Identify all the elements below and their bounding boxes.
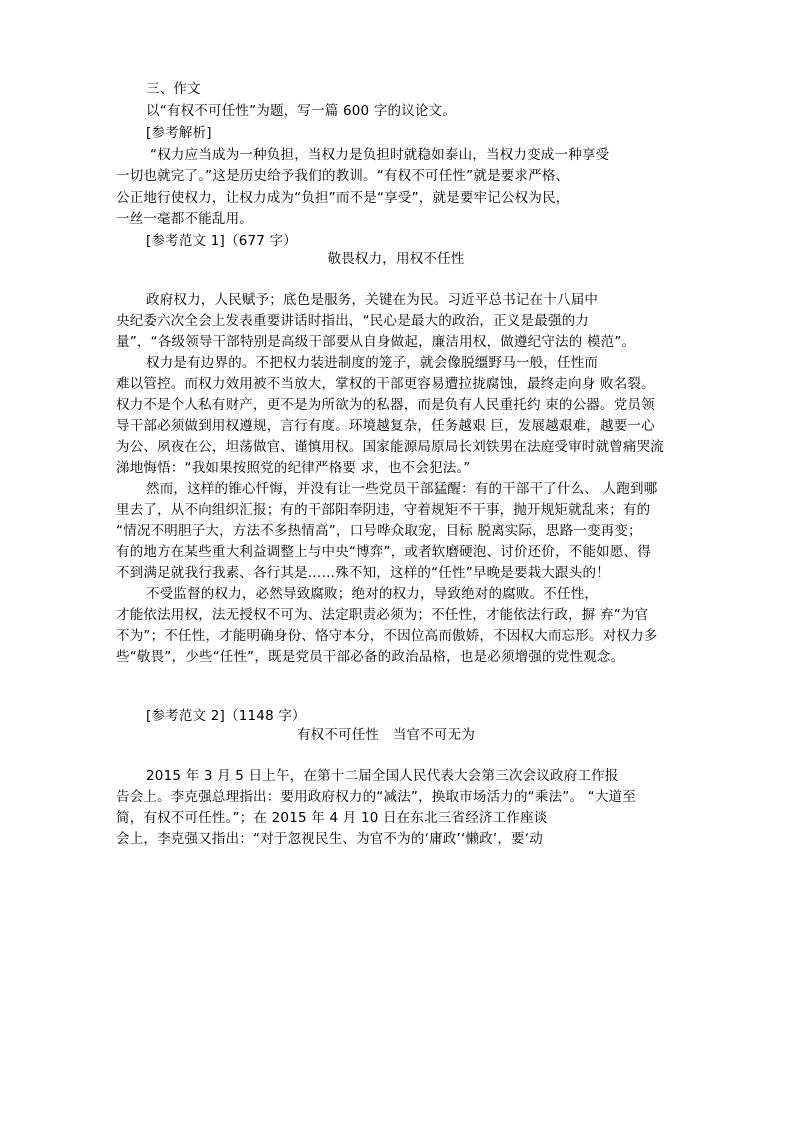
essay1-line: 有的地方在某些重大利益调整上与中央“博弈”，或者软磨硬泡、讨价还价，不能如愿、得 xyxy=(116,544,651,560)
essay1-line: 政府权力，人民赋予；底色是服务，关键在为民。习近平总书记在十八届中 xyxy=(146,292,599,308)
essay1-line: 权力是有边界的。不把权力装进制度的笼子，就会像脱缰野马一般，任性而 xyxy=(146,355,599,371)
analysis-line: 一丝一毫都不能乱用。 xyxy=(116,211,253,227)
essay1-line: 导干部必须做到用权遵规，言行有度。环境越复杂，任务越艰 巨，发展越艰难，越要一心 xyxy=(116,418,655,434)
essay1-line: 里去了，从不向组织汇报；有的干部阳奉阴违，守着规矩不干事，抛开规矩就乱来；有的 xyxy=(116,502,651,518)
essay2-title: 有权不可任性 当官不可无为 xyxy=(296,727,476,743)
essay2-line: 简，有权不可任性。”；在 2015 年 4 月 10 日在东北三省经济工作座谈 xyxy=(116,810,548,826)
essay1-line: “情况不明胆子大，方法不多热情高”，口号哗众取宠，目标 脱离实际，思路一变再变； xyxy=(116,523,642,539)
essay2-label: [参考范文 2]（1148 字） xyxy=(146,708,306,724)
analysis-line: 公正地行使权力，让权力成为“负担”而不是“享受”，就是要牢记公权为民， xyxy=(116,190,570,206)
essay-prompt: 以“有权不可任性”为题，写一篇 600 字的议论文。 xyxy=(146,103,457,119)
essay2-line: 告会上。李克强总理指出：要用政府权力的“减法”，换取市场活力的“乘法”。 “大道至 xyxy=(116,789,636,805)
analysis-line: 一切也就完了。”这是历史给予我们的教训。“有权不可任性”就是要求严格、 xyxy=(116,168,570,184)
essay1-label: [参考范文 1]（677 字） xyxy=(146,233,297,249)
essay1-line: 为公、夙夜在公，坦荡做官、谨慎用权。国家能源局原局长刘铁男在法庭受审时就曾痛哭流 xyxy=(116,439,664,455)
essay1-line: 涕地悔悟：“我如果按照党的纪律严格要 求，也不会犯法。” xyxy=(116,460,471,476)
essay1-title: 敬畏权力，用权不任性 xyxy=(327,251,465,267)
essay1-line: 权力不是个人私有财产，更不是为所欲为的私器，而是负有人民重托约 束的公器。党员领 xyxy=(116,397,655,413)
essay2-line: 2015 年 3 月 5 日上午，在第十二届全国人民代表大会第三次会议政府工作报 xyxy=(146,768,619,784)
essay1-line: 不为”；不任性，才能明确身份、恪守本分，不因位高而傲娇，不因权大而忘形。对权力多 xyxy=(116,628,658,644)
essay1-line: 不受监督的权力，必然导致腐败；绝对的权力，导致绝对的腐败。不任性， xyxy=(146,586,599,602)
analysis-label: [参考解析] xyxy=(146,125,212,141)
essay1-line: 然而，这样的锥心忏悔，并没有让一些党员干部猛醒：有的干部干了什么、 人跑到哪 xyxy=(146,481,658,497)
analysis-line: “权力应当成为一种负担，当权力是负担时就稳如泰山，当权力变成一种享受 xyxy=(150,147,610,163)
essay1-line: 央纪委六次全会上发表重要讲话时指出，“民心是最大的政治，正义是最强的力 xyxy=(116,313,589,329)
essay2-line: 会上，李克强又指出：“对于忽视民生、为官不为的‘庸政’‘懒政’，要‘动 xyxy=(116,831,543,847)
essay1-line: 才能依法用权，法无授权不可为、法定职责必须为；不任性，才能依法行政，摒 弃“为官 xyxy=(116,607,649,623)
essay1-line: 难以管控。而权力效用被不当放大，掌权的干部更容易遭拉拢腐蚀，最终走向身 败名裂。 xyxy=(116,376,655,392)
essay1-line: 些“敬畏”，少些“任性”，既是党员干部必备的政治品格，也是必须增强的党性观念。 xyxy=(116,649,625,665)
essay1-line: 不到满足就我行我素、各行其是……殊不知，这样的“任性”早晚是要栽大跟头的！ xyxy=(116,565,610,581)
section-heading: 三、作文 xyxy=(146,81,201,97)
essay1-line: 量”，“各级领导干部特别是高级干部要从自身做起，廉洁用权，做遵纪守法的 模范”。 xyxy=(116,334,636,350)
